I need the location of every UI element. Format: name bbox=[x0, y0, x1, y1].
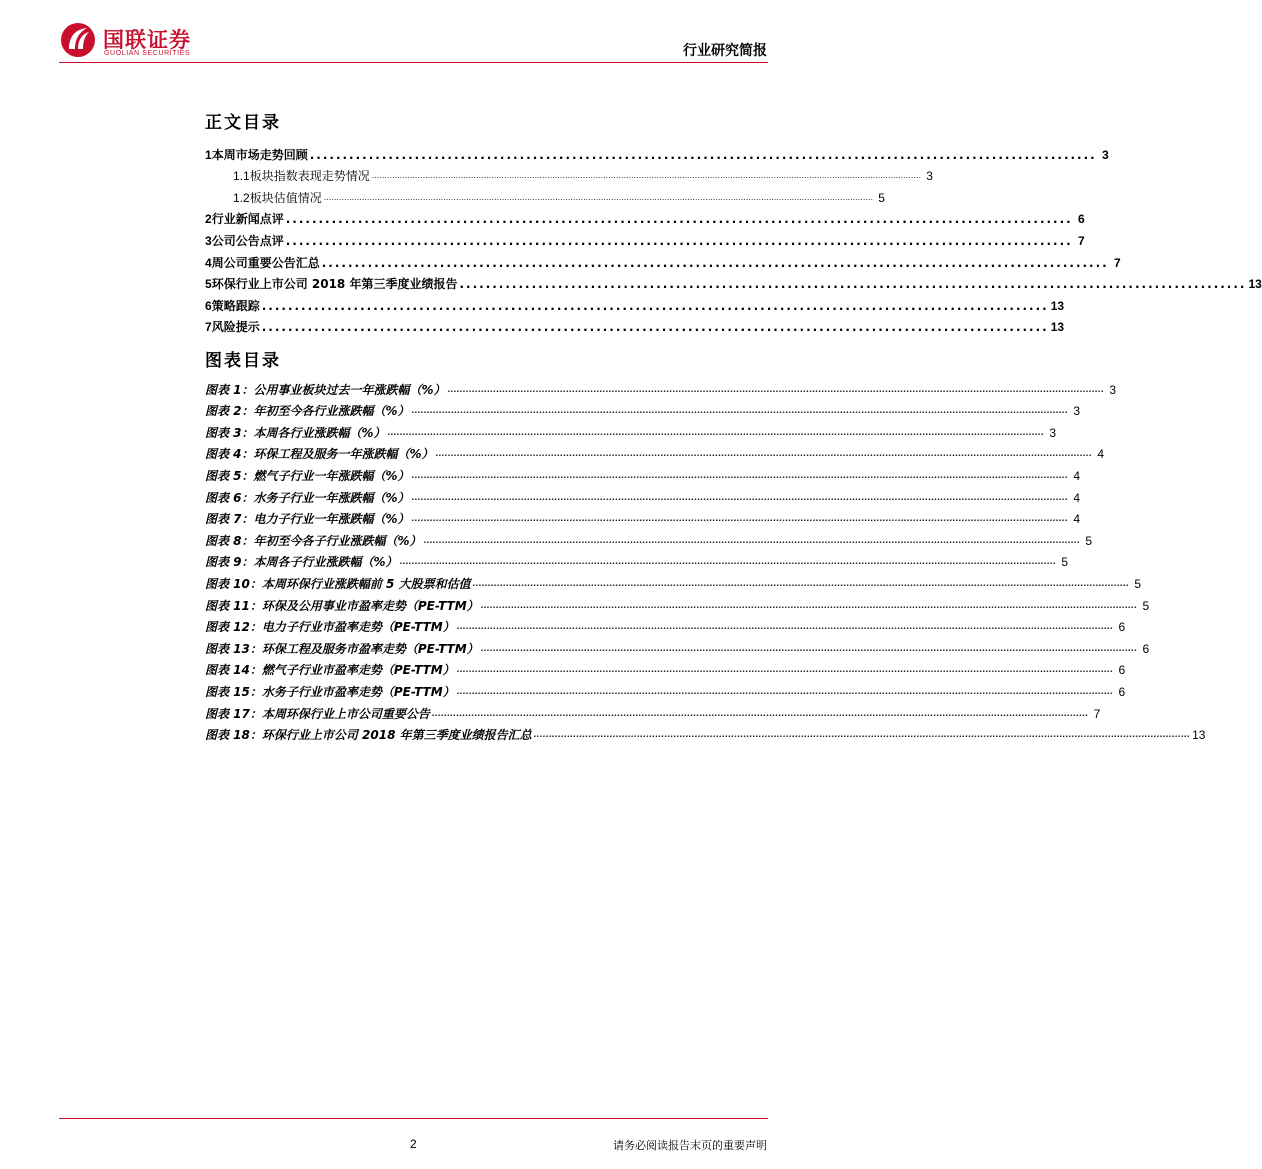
figure-item-label: 图表 17：本周环保行业上市公司重要公告 bbox=[205, 706, 430, 721]
figure-dot-leader: ........................................................................................................................................................................................................................ bbox=[480, 643, 1138, 653]
toc-section bbox=[205, 108, 768, 133]
toc-item-page: 3 bbox=[1102, 147, 1109, 162]
toc-dot-leader: ........................................................................................................................ bbox=[459, 277, 1247, 292]
figure-dot-leader: ........................................................................................................................................................................................................................ bbox=[435, 449, 1092, 459]
figure-item[interactable] bbox=[205, 591, 1150, 613]
toc-dot-leader: ........................................................................................................................ bbox=[261, 298, 1049, 313]
toc-item[interactable] bbox=[205, 248, 1121, 270]
figure-dot-leader: ........................................................................................................................................................................................................................ bbox=[411, 492, 1068, 502]
figures-list bbox=[205, 375, 1206, 743]
figure-item[interactable] bbox=[205, 634, 1150, 656]
toc-title: 正文目录 bbox=[205, 113, 281, 133]
figure-item-label: 图表 12：电力子行业市盈率走势（PE-TTM） bbox=[205, 620, 455, 635]
figure-item-page: 6 bbox=[1142, 641, 1150, 656]
figure-item-label: 图表 6：水务子行业一年涨跌幅（%） bbox=[205, 490, 410, 505]
toc-list bbox=[205, 140, 1262, 335]
figure-item-page: 3 bbox=[1073, 404, 1080, 419]
figure-item[interactable] bbox=[205, 483, 1080, 505]
figure-item-label: 图表 13：环保工程及服务市盈率走势（PE-TTM） bbox=[205, 641, 479, 656]
toc-item-page: 6 bbox=[1078, 212, 1085, 227]
figure-item[interactable] bbox=[205, 699, 1101, 721]
figure-item[interactable] bbox=[205, 569, 1142, 591]
toc-item-number: 7 bbox=[205, 320, 212, 335]
figure-dot-leader: ........................................................................................................................................................................................................................ bbox=[456, 622, 1114, 632]
figures-section bbox=[205, 346, 768, 371]
figure-item-label: 图表 8：年初至今各子行业涨跌幅（%） bbox=[205, 533, 422, 548]
toc-item-number: 5 bbox=[205, 277, 212, 292]
figure-dot-leader: ........................................................................................................................................................................................................................ bbox=[411, 514, 1068, 524]
toc-item[interactable] bbox=[205, 205, 1085, 227]
header-divider bbox=[59, 62, 768, 63]
toc-item[interactable] bbox=[205, 270, 1262, 292]
toc-item-label: 公司公告点评 bbox=[211, 233, 284, 248]
figure-item-page: 6 bbox=[1118, 663, 1126, 678]
report-type-title: 行业研究简报 bbox=[683, 43, 767, 59]
figure-item-label: 图表 7：电力子行业一年涨跌幅（%） bbox=[205, 512, 410, 527]
brand-name-cn: 国联证券 bbox=[103, 28, 191, 52]
figure-item[interactable] bbox=[205, 548, 1068, 570]
footer-divider bbox=[59, 1118, 768, 1119]
figure-item-label: 图表 9：本周各子行业涨跌幅（%） bbox=[205, 555, 398, 570]
toc-item-label: 环保行业上市公司 2018 年第三季度业绩报告 bbox=[211, 277, 458, 292]
toc-item-label: 本周市场走势回顾 bbox=[211, 147, 308, 162]
toc-item[interactable] bbox=[205, 140, 1109, 162]
figure-dot-leader: ........................................................................................................................................................................................................................ bbox=[431, 708, 1089, 718]
figure-dot-leader: ........................................................................................................................................................................................................................ bbox=[411, 470, 1068, 480]
toc-item-number: 4 bbox=[205, 255, 212, 270]
figure-item[interactable] bbox=[205, 397, 1080, 419]
figure-item[interactable] bbox=[205, 526, 1092, 548]
figure-item[interactable] bbox=[205, 461, 1080, 483]
toc-dot-leader: ........................................................................................................................ bbox=[321, 255, 1109, 270]
toc-item-page: 3 bbox=[926, 169, 933, 184]
figure-item-label: 图表 3：本周各行业涨跌幅（%） bbox=[205, 425, 386, 440]
toc-item-number: 1 bbox=[205, 147, 212, 162]
toc-dot-leader: ........................................................................................................................................................................................................................ bbox=[371, 171, 921, 181]
toc-item-page: 7 bbox=[1078, 233, 1085, 248]
toc-item-label: 板块估值情况 bbox=[249, 190, 322, 205]
figure-dot-leader: ........................................................................................................................................................................................................................ bbox=[480, 600, 1138, 610]
figure-item-label: 图表 18：环保行业上市公司 2018 年第三季度业绩报告汇总 bbox=[205, 728, 532, 743]
figure-item[interactable] bbox=[205, 656, 1126, 678]
figure-dot-leader: ........................................................................................................................................................................................................................ bbox=[423, 535, 1080, 545]
figure-item[interactable] bbox=[205, 613, 1126, 635]
toc-item-page: 7 bbox=[1114, 255, 1121, 270]
figure-dot-leader: ........................................................................................................................................................................................................................ bbox=[447, 384, 1104, 394]
figure-item-page: 3 bbox=[1049, 425, 1056, 440]
figure-item-label: 图表 14：燃气子行业市盈率走势（PE-TTM） bbox=[205, 663, 455, 678]
toc-item-number: 3 bbox=[205, 233, 212, 248]
figure-item-page: 4 bbox=[1073, 512, 1080, 527]
toc-item-page: 13 bbox=[1248, 277, 1262, 292]
toc-item[interactable] bbox=[205, 313, 1065, 335]
figure-item-page: 4 bbox=[1097, 447, 1104, 462]
toc-item-label: 风险提示 bbox=[211, 320, 260, 335]
figure-item[interactable] bbox=[205, 505, 1080, 527]
page-header bbox=[0, 0, 827, 62]
figure-dot-leader: ........................................................................................................................................................................................................................ bbox=[387, 427, 1044, 437]
figure-item-label: 图表 11：环保及公用事业市盈率走势（PE-TTM） bbox=[205, 598, 479, 613]
figure-item-page: 5 bbox=[1061, 555, 1068, 570]
figure-item-page: 13 bbox=[1192, 728, 1206, 743]
toc-item-number: 2 bbox=[205, 212, 212, 227]
figure-item-label: 图表 4：环保工程及服务一年涨跌幅（%） bbox=[205, 447, 434, 462]
figure-dot-leader: ........................................................................................................................................................................................................................ bbox=[456, 665, 1114, 675]
toc-dot-leader: ........................................................................................................................................................................................................................ bbox=[323, 192, 873, 202]
toc-item-page: 13 bbox=[1050, 320, 1065, 335]
toc-dot-leader: ........................................................................................................................ bbox=[285, 233, 1073, 248]
figure-item-page: 5 bbox=[1142, 598, 1150, 613]
figure-item-page: 7 bbox=[1093, 706, 1101, 721]
toc-item[interactable] bbox=[205, 162, 933, 184]
figure-item-page: 6 bbox=[1118, 684, 1126, 699]
figure-item-label: 图表 15：水务子行业市盈率走势（PE-TTM） bbox=[205, 684, 455, 699]
toc-item-label: 板块指数表现走势情况 bbox=[249, 169, 370, 184]
figure-item[interactable] bbox=[205, 721, 1206, 743]
figure-item-label: 图表 10：本周环保行业涨跌幅前 5 大股票和估值 bbox=[205, 576, 471, 591]
figure-item[interactable] bbox=[205, 418, 1056, 440]
brand-name-en: GUOLIAN SECURITIES bbox=[104, 50, 191, 57]
page-number: 2 bbox=[410, 1137, 417, 1151]
toc-item[interactable] bbox=[205, 291, 1065, 313]
figure-dot-leader: ........................................................................................................................................................................................................................ bbox=[533, 730, 1191, 740]
figure-item-page: 4 bbox=[1073, 468, 1080, 483]
toc-item-page: 13 bbox=[1050, 298, 1065, 313]
disclaimer-note: 请务必阅读报告末页的重要声明 bbox=[613, 1139, 767, 1152]
figure-dot-leader: ........................................................................................................................................................................................................................ bbox=[399, 557, 1056, 567]
figure-dot-leader: ........................................................................................................................................................................................................................ bbox=[411, 406, 1068, 416]
guolian-logo-icon bbox=[60, 22, 96, 58]
toc-dot-leader: ........................................................................................................................ bbox=[285, 212, 1073, 227]
figure-item-page: 5 bbox=[1085, 533, 1092, 548]
toc-item[interactable] bbox=[205, 183, 885, 205]
figure-item-label: 图表 5：燃气子行业一年涨跌幅（%） bbox=[205, 468, 410, 483]
figure-item[interactable] bbox=[205, 375, 1116, 397]
toc-item-label: 周公司重要公告汇总 bbox=[211, 255, 320, 270]
figure-dot-leader: ........................................................................................................................................................................................................................ bbox=[472, 578, 1130, 588]
toc-item-number: 1.1 bbox=[233, 169, 250, 184]
toc-item-page: 5 bbox=[878, 190, 885, 205]
figure-item-label: 图表 1：公用事业板块过去一年涨跌幅（%） bbox=[205, 382, 446, 397]
toc-item[interactable] bbox=[205, 226, 1085, 248]
figure-item-page: 6 bbox=[1118, 620, 1126, 635]
figure-item-page: 3 bbox=[1109, 382, 1116, 397]
figures-title: 图表目录 bbox=[205, 351, 281, 371]
toc-item-number: 1.2 bbox=[233, 190, 250, 205]
toc-dot-leader: ........................................................................................................................ bbox=[261, 320, 1049, 335]
figure-dot-leader: ........................................................................................................................................................................................................................ bbox=[456, 686, 1114, 696]
toc-item-label: 策略跟踪 bbox=[211, 298, 260, 313]
figure-item[interactable] bbox=[205, 440, 1104, 462]
toc-item-number: 6 bbox=[205, 298, 212, 313]
toc-item-label: 行业新闻点评 bbox=[211, 212, 284, 227]
toc-dot-leader: ........................................................................................................................ bbox=[309, 147, 1097, 162]
figure-item[interactable] bbox=[205, 677, 1126, 699]
figure-item-page: 4 bbox=[1073, 490, 1080, 505]
figure-item-page: 5 bbox=[1134, 576, 1142, 591]
figure-item-label: 图表 2：年初至今各行业涨跌幅（%） bbox=[205, 404, 410, 419]
